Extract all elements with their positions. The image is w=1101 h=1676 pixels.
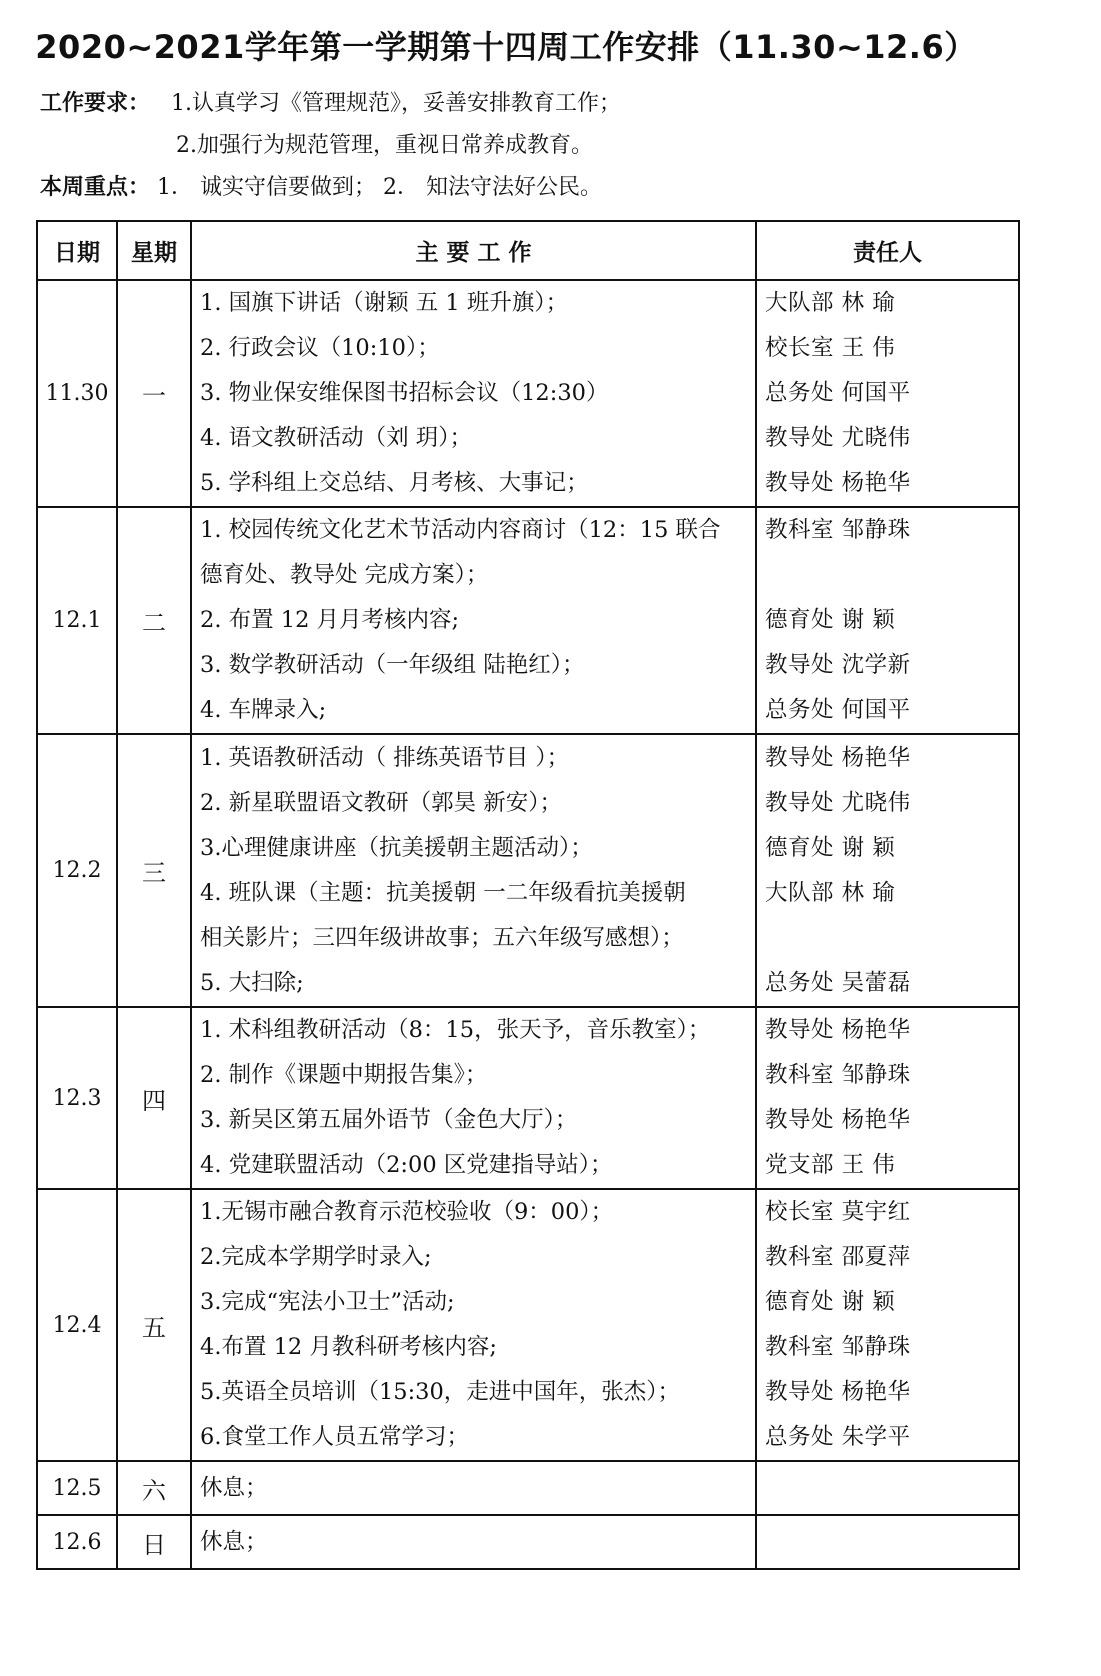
work-item: 3. 物业保安维保图书招标会议（12:30） bbox=[200, 380, 609, 406]
requirement-item: 2.加强行为规范管理，重视日常养成教育。 bbox=[176, 133, 593, 158]
responsible-item: 党支部 王 伟 bbox=[765, 1152, 896, 1178]
row-date: 12.6 bbox=[37, 1515, 117, 1569]
header-responsible: 责任人 bbox=[756, 221, 1019, 280]
row-date: 11.30 bbox=[37, 280, 117, 507]
row-weekday: 二 bbox=[117, 507, 191, 734]
row-work bbox=[191, 1007, 756, 1189]
row-work bbox=[191, 734, 756, 1007]
row-weekday: 日 bbox=[117, 1515, 191, 1569]
table-row bbox=[37, 507, 1019, 734]
work-item: 5.英语全员培训（15:30，走进中国年，张杰）； bbox=[200, 1379, 681, 1405]
row-responsible bbox=[756, 734, 1019, 1007]
header-weekday: 星期 bbox=[117, 221, 191, 280]
work-item: 2. 新星联盟语文教研（郭昊 新安）； bbox=[200, 789, 563, 816]
work-item: 1. 校园传统文化艺术节活动内容商讨（12：15 联合 bbox=[200, 517, 721, 543]
page-title: 2020~2021学年第一学期第十四周工作安排（11.30~12.6） bbox=[35, 28, 977, 66]
work-item: 2. 制作《课题中期报告集》； bbox=[200, 1062, 488, 1088]
row-work bbox=[191, 280, 756, 507]
table-row bbox=[37, 1007, 1019, 1189]
focus-text: 1． 诚实守信要做到； 2． 知法守法好公民。 bbox=[157, 175, 602, 200]
requirements-line-1 bbox=[40, 86, 621, 117]
responsible-item: 教导处 杨艳华 bbox=[765, 744, 911, 771]
responsible-item bbox=[757, 1520, 1018, 1565]
table-row bbox=[37, 280, 1019, 507]
header-date: 日期 bbox=[37, 221, 117, 280]
work-item: 1.无锡市融合教育示范校验收（9：00）； bbox=[200, 1199, 614, 1225]
row-weekday: 三 bbox=[117, 734, 191, 1007]
row-responsible bbox=[756, 1189, 1019, 1461]
responsible-item: 教科室 邹静珠 bbox=[765, 1062, 911, 1088]
work-item: 4. 语文教研活动（刘 玥）； bbox=[200, 425, 473, 451]
work-item: 3. 新吴区第五届外语节（金色大厅）； bbox=[200, 1107, 578, 1133]
table-row bbox=[37, 734, 1019, 1007]
work-item: 1. 术科组教研活动（8：15，张天予，音乐教室）； bbox=[200, 1017, 711, 1043]
work-item: 德育处、教导处 完成方案）； bbox=[200, 562, 489, 588]
row-weekday: 一 bbox=[117, 280, 191, 507]
row-weekday: 四 bbox=[117, 1007, 191, 1189]
row-responsible bbox=[756, 1515, 1019, 1569]
row-weekday: 五 bbox=[117, 1189, 191, 1461]
responsible-item: 德育处 谢 颖 bbox=[765, 607, 896, 633]
responsible-item: 总务处 朱学平 bbox=[765, 1424, 911, 1450]
work-item: 3.心理健康讲座（抗美援朝主题活动）； bbox=[200, 834, 593, 861]
row-responsible bbox=[756, 1007, 1019, 1189]
work-item: 5. 学科组上交总结、月考核、大事记； bbox=[200, 470, 589, 496]
row-work bbox=[191, 1461, 756, 1515]
work-item: 4. 车牌录入; bbox=[200, 697, 327, 723]
table-header-row bbox=[37, 221, 1019, 280]
responsible-item: 教导处 杨艳华 bbox=[765, 1107, 911, 1133]
requirements-line-2 bbox=[176, 128, 593, 159]
responsible-item: 教导处 尤晓伟 bbox=[765, 789, 911, 816]
row-date: 12.3 bbox=[37, 1007, 117, 1189]
table-row bbox=[37, 1515, 1019, 1569]
work-item: 休息； bbox=[200, 1474, 268, 1501]
responsible-item bbox=[757, 916, 1018, 961]
responsible-item: 教导处 杨艳华 bbox=[765, 1017, 911, 1043]
responsible-item: 教科室 邵夏萍 bbox=[765, 1244, 911, 1270]
responsible-item: 校长室 王 伟 bbox=[765, 335, 896, 361]
work-item: 休息； bbox=[200, 1528, 268, 1555]
responsible-item bbox=[757, 1466, 1018, 1511]
responsible-item: 德育处 谢 颖 bbox=[765, 1289, 896, 1315]
schedule-body bbox=[37, 280, 1019, 1569]
row-work bbox=[191, 507, 756, 734]
responsible-item: 校长室 莫宇红 bbox=[765, 1199, 911, 1225]
focus-line bbox=[40, 170, 602, 201]
work-item: 1. 英语教研活动（ 排练英语节目 ）； bbox=[200, 744, 570, 771]
responsible-item: 总务处 何国平 bbox=[765, 380, 911, 406]
work-item: 2. 布置 12 月月考核内容; bbox=[200, 607, 460, 633]
row-date: 12.2 bbox=[37, 734, 117, 1007]
work-item: 3.完成“宪法小卫士”活动; bbox=[200, 1289, 455, 1315]
work-item: 2. 行政会议（10:10）； bbox=[200, 335, 440, 361]
work-item: 1. 国旗下讲话（谢颖 五 1 班升旗）； bbox=[200, 290, 569, 316]
work-item: 3. 数学教研活动（一年级组 陆艳红）； bbox=[200, 652, 585, 678]
row-responsible bbox=[756, 280, 1019, 507]
work-item: 相关影片；三四年级讲故事；五六年级写感想）； bbox=[200, 924, 684, 951]
work-item: 4. 党建联盟活动（2:00 区党建指导站）； bbox=[200, 1152, 613, 1178]
row-weekday: 六 bbox=[117, 1461, 191, 1515]
work-item: 6.食堂工作人员五常学习； bbox=[200, 1424, 469, 1450]
responsible-item: 德育处 谢 颖 bbox=[765, 834, 896, 861]
focus-label: 本周重点： bbox=[40, 175, 151, 200]
responsible-item: 教科室 邹静珠 bbox=[765, 517, 911, 543]
header-work: 主 要 工 作 bbox=[191, 221, 756, 280]
table-row bbox=[37, 1461, 1019, 1515]
row-work bbox=[191, 1515, 756, 1569]
schedule-table bbox=[36, 220, 1020, 1570]
row-responsible bbox=[756, 507, 1019, 734]
work-item: 4. 班队课（主题：抗美援朝 一二年级看抗美援朝 bbox=[200, 879, 686, 906]
responsible-item: 教导处 杨艳华 bbox=[765, 1379, 911, 1405]
requirements-label: 工作要求： bbox=[40, 91, 151, 116]
row-work bbox=[191, 1189, 756, 1461]
responsible-item: 教导处 杨艳华 bbox=[765, 470, 911, 496]
responsible-item: 总务处 何国平 bbox=[765, 697, 911, 723]
row-date: 12.5 bbox=[37, 1461, 117, 1515]
responsible-item bbox=[757, 553, 1018, 598]
row-date: 12.4 bbox=[37, 1189, 117, 1461]
responsible-item: 大队部 林 瑜 bbox=[765, 879, 896, 906]
responsible-item: 总务处 吴蕾磊 bbox=[765, 969, 911, 996]
responsible-item: 教导处 尤晓伟 bbox=[765, 425, 911, 451]
responsible-item: 教导处 沈学新 bbox=[765, 652, 911, 678]
responsible-item: 教科室 邹静珠 bbox=[765, 1334, 911, 1360]
row-responsible bbox=[756, 1461, 1019, 1515]
requirement-item: 1.认真学习《管理规范》，妥善安排教育工作； bbox=[171, 91, 622, 116]
responsible-item: 大队部 林 瑜 bbox=[765, 290, 896, 316]
work-item: 4.布置 12 月教科研考核内容; bbox=[200, 1334, 497, 1360]
work-item: 2.完成本学期学时录入; bbox=[200, 1244, 432, 1270]
row-date: 12.1 bbox=[37, 507, 117, 734]
work-item: 5. 大扫除; bbox=[200, 969, 304, 996]
table-row bbox=[37, 1189, 1019, 1461]
